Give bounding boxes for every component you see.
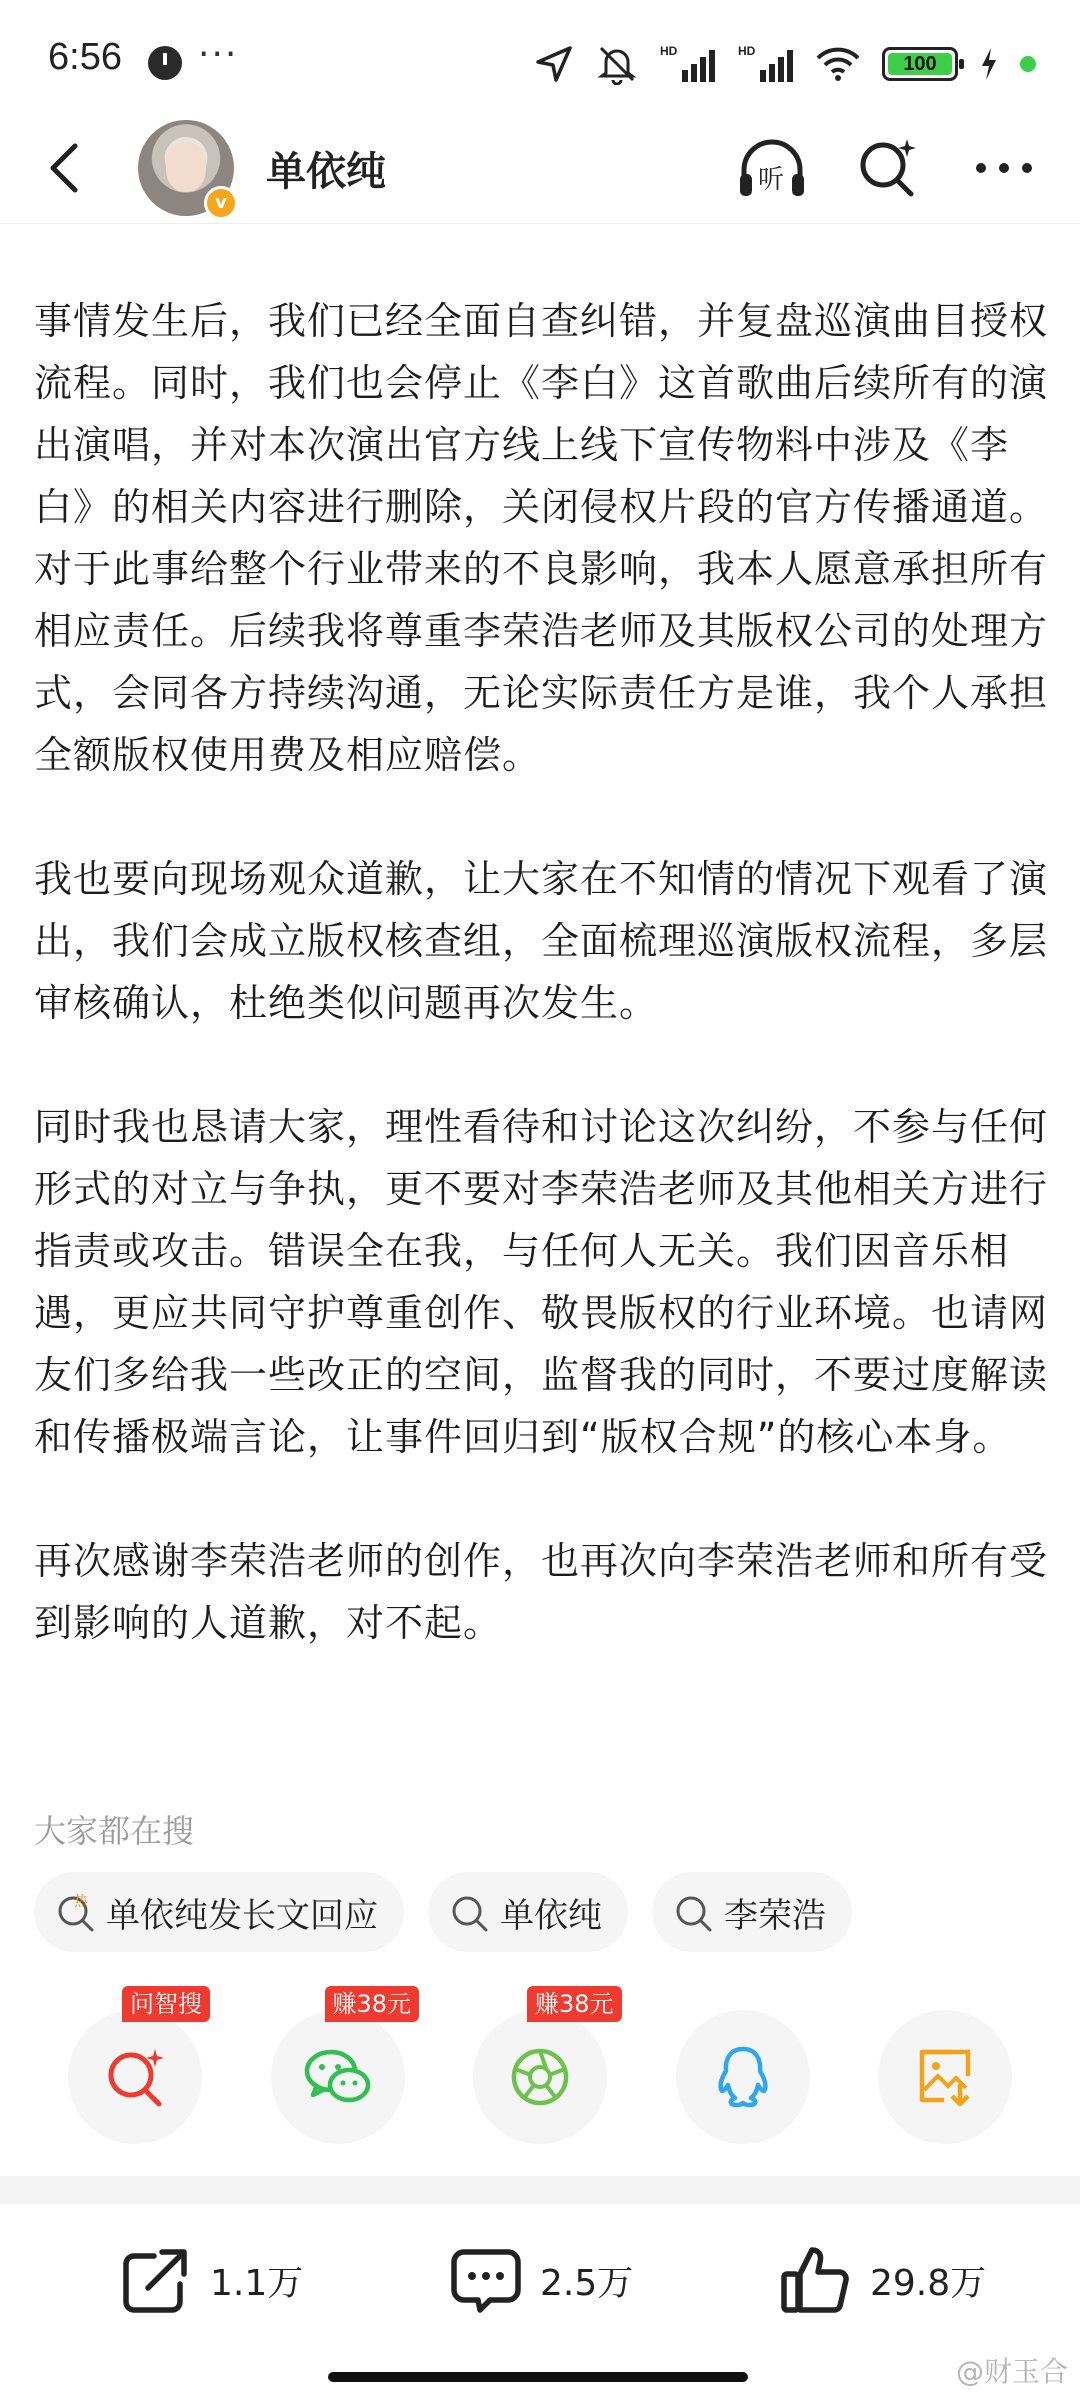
listen-button[interactable]	[736, 132, 808, 204]
clock-app-icon	[148, 46, 182, 80]
hot-search-icon	[56, 1892, 96, 1932]
search-chip-label: 单依纯	[500, 1895, 602, 1936]
article-paragraph: 我也要向现场观众道歉，让大家在不知情的情况下观看了演出，我们会成立版权核查组，全面梳理巡演版权流程，多层审核确认，杜绝类似问题再次发生。	[34, 857, 1049, 1025]
hot-search-title: 大家都在搜	[34, 1812, 195, 1850]
repost-count: 1.1万	[210, 2262, 304, 2304]
more-button[interactable]	[968, 132, 1040, 204]
search-sparkle-icon	[857, 137, 919, 199]
search-chip[interactable]	[652, 1872, 852, 1952]
listen-label: 听	[758, 165, 785, 195]
share-row	[68, 1990, 1012, 2144]
wechat-share-button[interactable]	[271, 1990, 412, 2144]
author-name[interactable]: 单依纯	[266, 149, 386, 195]
search-icon	[450, 1892, 490, 1932]
thumbs-up-icon	[780, 2244, 852, 2316]
moments-share-button[interactable]	[473, 1990, 614, 2144]
back-button[interactable]	[34, 138, 94, 198]
moments-icon	[508, 2045, 572, 2109]
search-icon	[674, 1892, 714, 1932]
signal-2-icon	[738, 44, 794, 84]
svg-text:HD: HD	[660, 44, 678, 58]
more-dots-icon	[974, 161, 1034, 175]
like-button[interactable]	[780, 2244, 986, 2316]
wechat-icon	[303, 2045, 373, 2109]
comment-icon	[450, 2244, 522, 2316]
hot-search-chips	[34, 1872, 852, 1952]
share-badge: 赚38元	[325, 1986, 420, 2022]
avatar[interactable]	[138, 120, 234, 216]
save-image-icon	[914, 2046, 976, 2108]
location-icon	[534, 44, 574, 84]
top-nav	[0, 112, 1080, 224]
status-time: 6:56	[48, 36, 122, 78]
search-chip-label: 单依纯发长文回应	[106, 1895, 378, 1936]
hot-mark: 热	[74, 1894, 88, 1910]
charging-icon	[980, 48, 998, 80]
article-paragraph: 事情发生后，我们已经全面自查纠错，并复盘巡演曲目授权流程。同时，我们也会停止《李白》这首歌曲后续所有的演出演唱，并对本次演出官方线上线下宣传物料中涉及《李白》的相关内容进行删除，关闭侵权片段的官方传播通道。对于此事给整个行业带来的不良影响，我本人愿意承担所有相应责任。后续我将尊重李荣浩老师及其版权公司的处理方式，会同各方持续沟通，无论实际责任方是谁，我个人承担全额版权使用费及相应赔偿。	[34, 299, 1049, 777]
chevron-left-icon	[47, 142, 81, 194]
qq-penguin-icon	[715, 2045, 771, 2109]
verified-badge-icon: v	[204, 186, 238, 220]
share-badge: 赚38元	[527, 1986, 622, 2022]
bottom-action-bar	[0, 2204, 1080, 2400]
comment-button[interactable]	[450, 2244, 633, 2316]
share-badge: 问智搜	[122, 1986, 210, 2022]
comment-count: 2.5万	[540, 2262, 634, 2304]
repost-button[interactable]	[120, 2244, 303, 2316]
status-more-icon: ···	[198, 34, 239, 75]
watermark: @财玉合	[955, 2355, 1068, 2388]
mute-bell-icon	[596, 43, 638, 85]
signal-1-icon	[660, 44, 716, 84]
search-chip-label: 李荣浩	[724, 1895, 826, 1936]
home-indicator[interactable]	[328, 2372, 748, 2382]
avatar-face	[166, 142, 206, 192]
ai-search-share-button[interactable]	[68, 1990, 202, 2144]
save-image-button[interactable]	[878, 2010, 1012, 2144]
search-chip[interactable]	[34, 1872, 404, 1952]
qq-share-button[interactable]	[676, 2010, 810, 2144]
ai-search-icon	[103, 2045, 167, 2109]
article-body	[34, 290, 1050, 1654]
privacy-dot	[1020, 56, 1036, 72]
battery-icon	[882, 47, 958, 81]
search-button[interactable]	[852, 132, 924, 204]
status-icons	[534, 40, 1036, 88]
battery-level: 100	[888, 53, 952, 75]
search-chip[interactable]	[428, 1872, 628, 1952]
headphones-icon	[736, 136, 808, 200]
article-paragraph: 再次感谢李荣浩老师的创作，也再次向李荣浩老师和所有受到影响的人道歉，对不起。	[34, 1539, 1049, 1645]
svg-text:HD: HD	[738, 44, 756, 58]
article-paragraph: 同时我也恳请大家，理性看待和讨论这次纠纷，不参与任何形式的对立与争执，更不要对李荣浩老师及其他相关方进行指责或攻击。错误全在我，与任何人无关。我们因音乐相遇，更应共同守护尊重创作、敬畏版权的行业环境。也请网友们多给我一些改正的空间，监督我的同时，不要过度解读和传播极端言论，让事件回归到“版权合规”的核心本身。	[34, 1105, 1049, 1459]
section-divider	[0, 2176, 1080, 2204]
like-count: 29.8万	[870, 2262, 987, 2304]
wifi-icon	[816, 46, 860, 82]
repost-icon	[120, 2244, 192, 2316]
nav-actions	[736, 132, 1040, 204]
status-bar	[0, 0, 1080, 120]
